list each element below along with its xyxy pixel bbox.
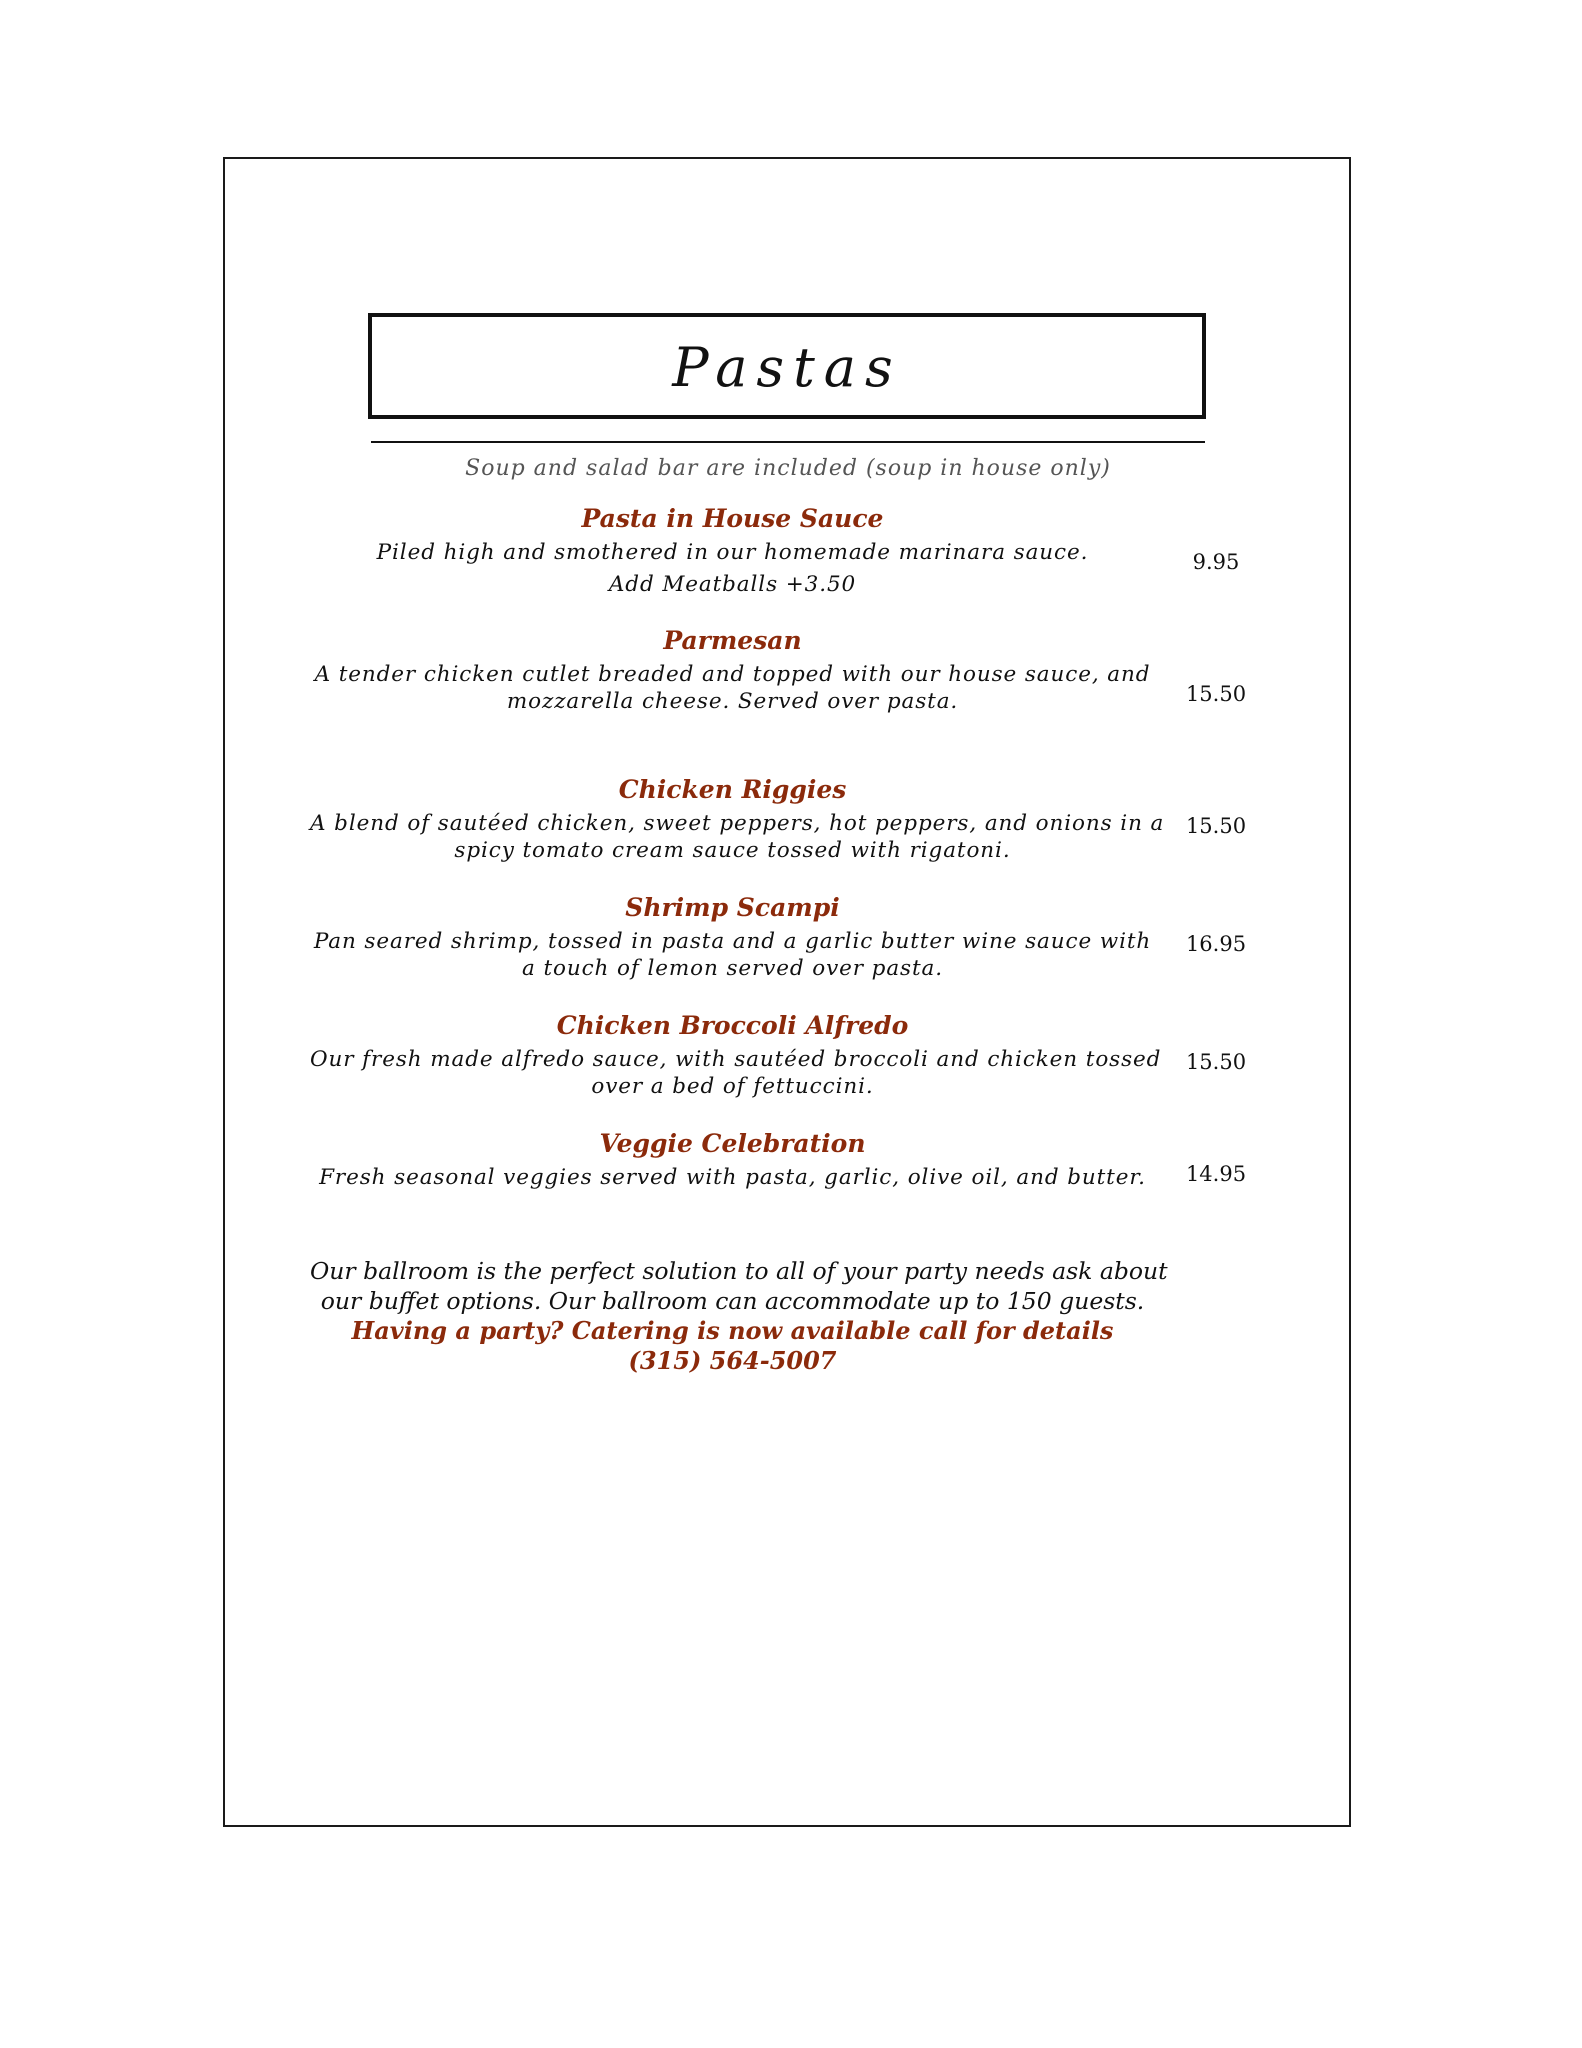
menu-item <box>310 503 1260 598</box>
item-name: Parmesan <box>663 626 802 655</box>
catering-text: Having a party? Catering is now available call for details <box>351 1316 1114 1345</box>
item-description-line: A tender chicken cutlet breaded and topped with our house sauce, and <box>314 662 1151 687</box>
item-description-line: Fresh seasonal veggies served with pasta, garlic, olive oil, and butter. <box>319 1165 1146 1190</box>
item-price: 14.95 <box>1185 1162 1247 1186</box>
item-price: 16.95 <box>1185 932 1247 956</box>
item-name: Chicken Broccoli Alfredo <box>556 1011 909 1040</box>
title-box <box>368 313 1206 419</box>
menu-title: Pastas <box>672 335 902 399</box>
item-description <box>310 928 1155 982</box>
menu-item <box>310 625 1260 715</box>
item-description <box>310 1164 1155 1191</box>
item-description-line: over a bed of fettuccini. <box>591 1074 874 1099</box>
menu-item <box>310 774 1260 864</box>
ballroom-text: Our ballroom is the perfect solution to all of your party needs ask about <box>310 1257 1168 1285</box>
item-price: 15.50 <box>1185 814 1247 838</box>
ballroom-text: our buffet options. Our ballroom can accommodate up to 150 guests. <box>320 1287 1145 1315</box>
item-description <box>310 539 1155 598</box>
item-description-line: mozzarella cheese. Served over pasta. <box>506 689 959 714</box>
phone-number: (315) 564-5007 <box>628 1346 837 1375</box>
item-name: Veggie Celebration <box>599 1129 866 1158</box>
item-description <box>310 1046 1162 1100</box>
item-description-line: Piled high and smothered in our homemade marinara sauce. <box>376 540 1089 565</box>
item-description-line: a touch of lemon served over pasta. <box>522 956 943 981</box>
divider <box>371 441 1205 443</box>
menu-item <box>310 892 1260 982</box>
item-description-line: Our fresh made alfredo sauce, with sautéed broccoli and chicken tossed <box>310 1047 1162 1072</box>
item-name: Pasta in House Sauce <box>581 504 884 533</box>
item-name: Chicken Riggies <box>618 775 847 804</box>
item-price: 15.50 <box>1185 1050 1247 1074</box>
item-description <box>310 661 1155 715</box>
item-description-line: spicy tomato cream sauce tossed with rigatoni. <box>454 838 1011 863</box>
item-description-line: A blend of sautéed chicken, sweet peppers, hot peppers, and onions in a <box>310 811 1165 836</box>
item-description <box>310 810 1165 864</box>
menu-item <box>310 1010 1260 1100</box>
item-description-line: Pan seared shrimp, tossed in pasta and a garlic butter wine sauce with <box>313 929 1152 954</box>
item-name: Shrimp Scampi <box>625 893 840 922</box>
item-price: 9.95 <box>1192 550 1240 574</box>
included-note: Soup and salad bar are included (soup in house only) <box>465 456 1111 481</box>
item-addon: Add Meatballs +3.50 <box>608 572 857 597</box>
item-price: 15.50 <box>1185 682 1247 706</box>
footer-note <box>310 1256 1168 1376</box>
menu-item <box>310 1128 1260 1191</box>
